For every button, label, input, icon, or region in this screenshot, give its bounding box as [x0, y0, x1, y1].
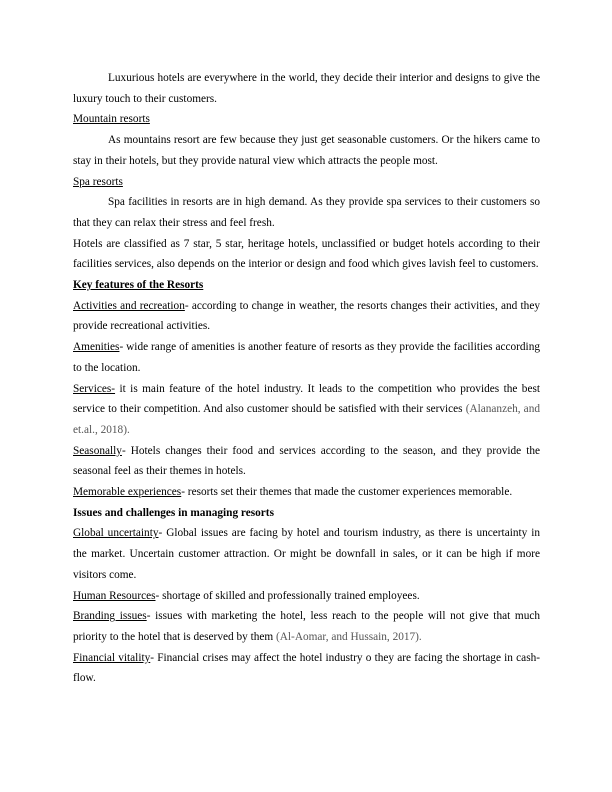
issue-term: Financial vitality: [73, 651, 151, 664]
key-features-heading-text: Key features of the Resorts: [73, 279, 204, 292]
spa-resorts-paragraph: Spa facilities in resorts are in high demand. As they provide spa services to their customers so that they can relax their stress and feel fresh.: [73, 196, 540, 229]
document-body: [73, 68, 540, 689]
feature-term: Activities and recreation: [73, 299, 185, 312]
feature-term: Amenities: [73, 341, 120, 354]
issue-item-global: [73, 523, 540, 585]
feature-text: - resorts set their themes that made the customer experiences memorable.: [181, 486, 513, 499]
intro-paragraph: Luxurious hotels are everywhere in the world, they decide their interior and designs to give the luxury touch to their customers.: [73, 72, 540, 105]
feature-text: - wide range of amenities is another feature of resorts as they provide the facilities according to the location.: [73, 341, 540, 374]
citation: (Alananzeh, and et.al., 2018).: [73, 403, 540, 436]
key-features-heading: [73, 275, 540, 296]
issue-term: Human Resources: [73, 589, 156, 602]
spa-resorts-heading: [73, 172, 540, 193]
feature-term: Services-: [73, 382, 116, 395]
issue-item-hr: [73, 586, 540, 607]
mountain-resorts-heading-text: Mountain resorts: [73, 113, 150, 126]
feature-item-seasonally: [73, 441, 540, 482]
issue-item-financial: [73, 648, 540, 689]
spa-resorts-heading-text: Spa resorts: [73, 175, 123, 188]
feature-text: it is main feature of the hotel industry. It leads to the competition who provides the best service to their competition. And also customer should be satisfied with their services: [73, 382, 540, 416]
issue-text: - issues with marketing the hotel, less reach to the people will not give that much priority to the hotel that is deserved by them: [73, 610, 541, 643]
feature-term: Seasonally: [73, 444, 122, 457]
mountain-resorts-paragraph: As mountains resort are few because they just get seasonable customers. Or the hikers came to stay in their hotels, but they provide natural view which attracts the people most.: [73, 134, 540, 167]
feature-item-memorable: [73, 482, 540, 503]
feature-item-services: [73, 379, 540, 441]
feature-text: - according to change in weather, the resorts changes their activities, and they provide recreational activities.: [73, 299, 540, 333]
issue-term: Global uncertainty: [73, 527, 159, 540]
issue-text: - shortage of skilled and professionally trained employees.: [155, 589, 420, 602]
feature-item-activities: [73, 296, 540, 337]
feature-text: - Hotels changes their food and services according to the season, and they provide the seasonal feel as their themes in hotels.: [73, 444, 540, 478]
issues-heading: [73, 503, 540, 524]
mountain-resorts-heading: [73, 109, 540, 130]
issue-text: - Global issues are facing by hotel and tourism industry, as there is uncertainty in the market. Uncertain customer attraction. Or might be downfall in sales, or it can be high if more visitors come.: [73, 527, 540, 581]
issues-heading-text: Issues and challenges in managing resorts: [73, 506, 274, 519]
citation: (Al-Aomar, and Hussain, 2017).: [276, 630, 422, 643]
feature-term: Memorable experiences: [73, 486, 182, 499]
issue-term: Branding issues: [73, 610, 147, 623]
feature-item-amenities: [73, 337, 540, 378]
classification-paragraph: Hotels are classified as 7 star, 5 star, heritage hotels, unclassified or budget hotels according to their facilities services, also depends on the interior or design and food which gives lavish feel to customers.: [73, 237, 540, 271]
issue-text: - Financial crises may affect the hotel industry o they are facing the shortage in cash-flow.: [73, 651, 540, 685]
issue-item-branding: [73, 606, 540, 647]
